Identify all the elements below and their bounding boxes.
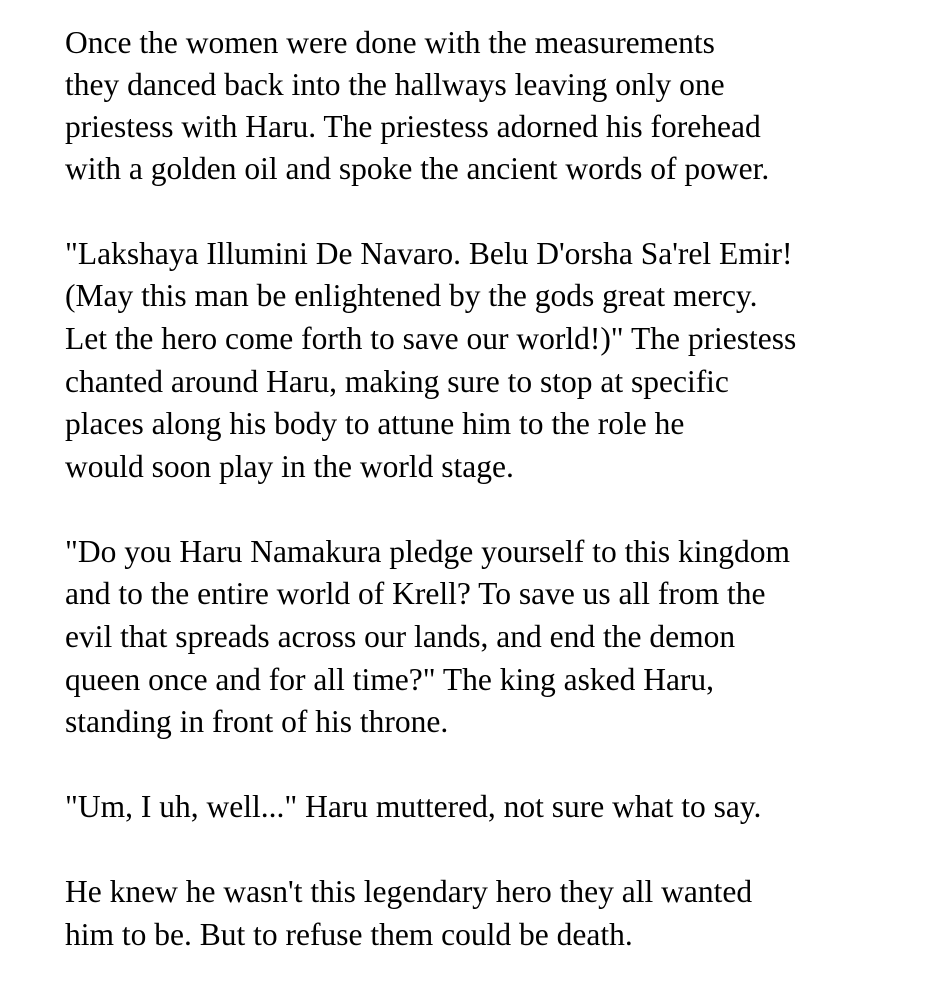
text-line: would soon play in the world stage.: [65, 449, 514, 484]
text-line: "Lakshaya Illumini De Navaro. Belu D'orsha Sa'rel Emir!: [65, 236, 793, 271]
text-line: standing in front of his throne.: [65, 704, 449, 739]
text-line: Once the women were done with the measurements: [65, 25, 715, 60]
text-line: chanted around Haru, making sure to stop at specific: [65, 364, 729, 399]
text-line: they danced back into the hallways leaving only one: [65, 67, 725, 102]
text-line: evil that spreads across our lands, and end the demon: [65, 619, 736, 654]
text-line: Let the hero come forth to save our world!)" The priestess: [65, 321, 797, 356]
text-line: "Um, I uh, well..." Haru muttered, not sure what to say.: [65, 789, 762, 824]
text-line: places along his body to attune him to the role he: [65, 406, 685, 441]
text-line: (May this man be enlightened by the gods great mercy.: [65, 278, 758, 313]
text-line: He knew he wasn't this legendary hero they all wanted: [65, 874, 753, 909]
text-line: queen once and for all time?" The king asked Haru,: [65, 662, 715, 697]
text-line: and to the entire world of Krell? To save us all from the: [65, 576, 766, 611]
text-line: him to be. But to refuse them could be death.: [65, 917, 633, 952]
text-line: priestess with Haru. The priestess adorned his forehead: [65, 109, 761, 144]
text-line: "Do you Haru Namakura pledge yourself to this kingdom: [65, 534, 790, 569]
text-line: with a golden oil and spoke the ancient words of power.: [65, 151, 770, 186]
